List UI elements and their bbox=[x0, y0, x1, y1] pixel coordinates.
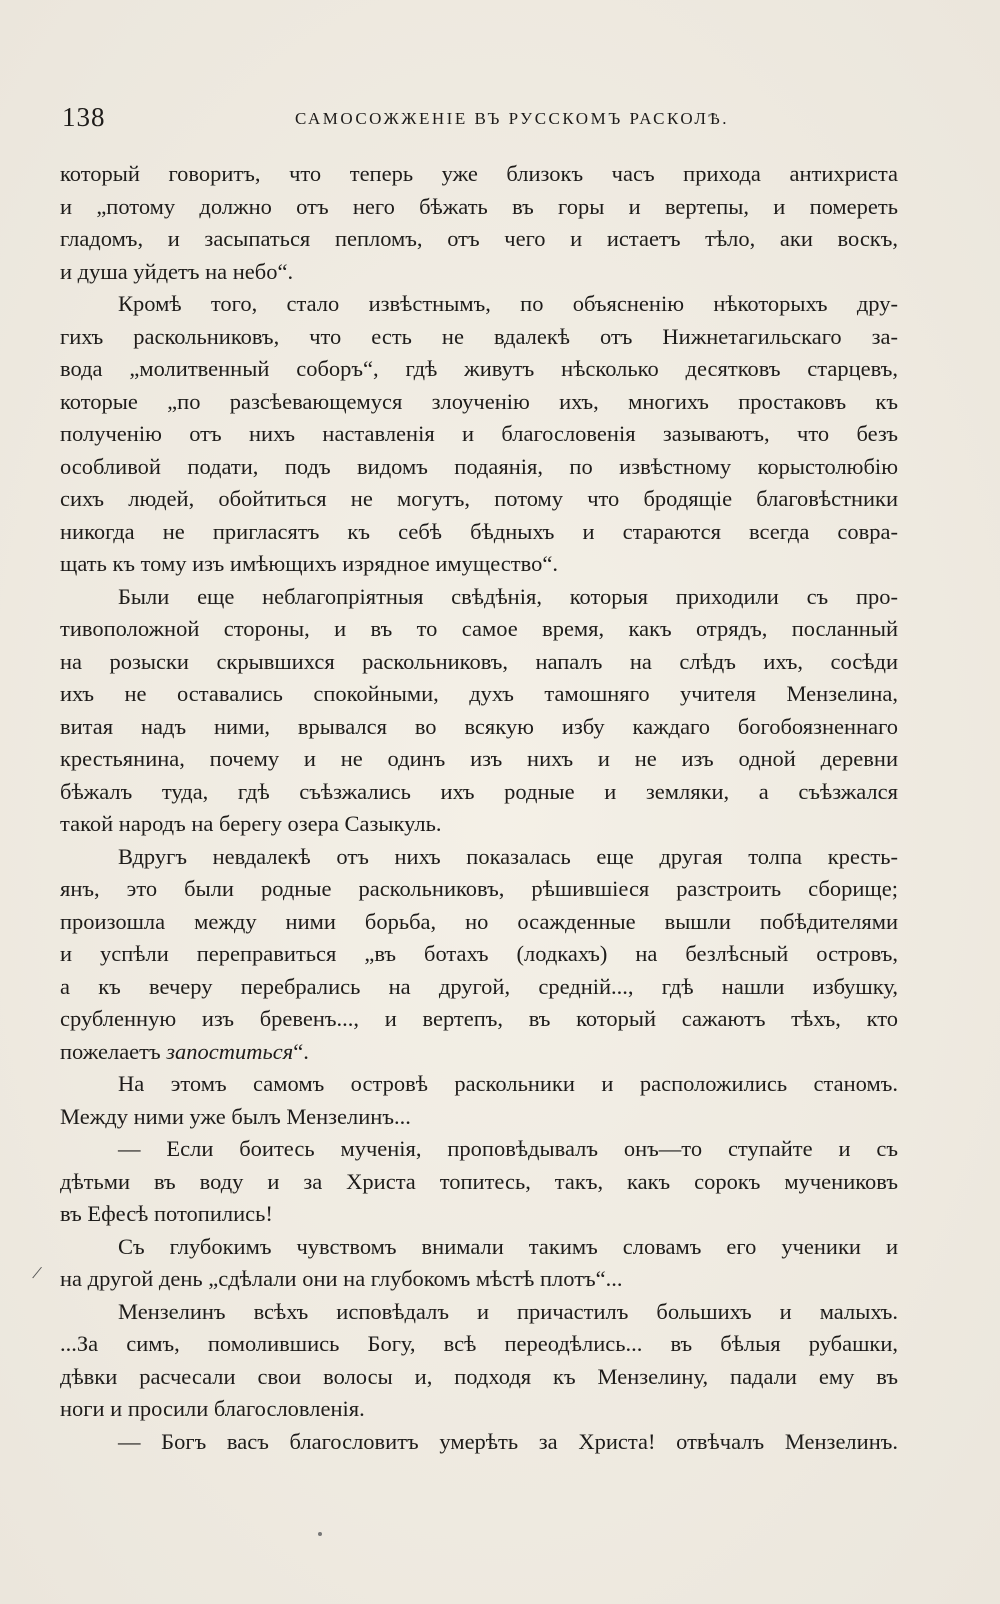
text-line-content: а къ вечеру перебрались на другой, средній..., гдѣ нашли избушку, bbox=[60, 973, 898, 999]
text-line bbox=[60, 386, 898, 419]
text-line bbox=[60, 971, 898, 1004]
text-line bbox=[60, 223, 898, 256]
text-line-content: Вдругъ невдалекѣ отъ нихъ показалась еще другая толпа кресть- bbox=[118, 843, 898, 869]
text-line bbox=[60, 873, 898, 906]
text-line bbox=[60, 191, 898, 224]
text-line bbox=[60, 158, 898, 191]
text-line-content: на розыски скрывшихся раскольниковъ, напалъ на слѣдъ ихъ, сосѣди bbox=[60, 648, 898, 674]
text-line bbox=[60, 1036, 898, 1069]
text-line-content: вода „молитвенный соборъ“, гдѣ живутъ нѣсколько десятковъ старцевъ, bbox=[60, 356, 898, 381]
text-line-content: дѣвки расчесали свои волосы и, подходя къ Мензелину, падали ему въ bbox=[60, 1363, 898, 1389]
text-line-content: и „потому должно отъ него бѣжать въ горы и вертепы, и помереть bbox=[60, 193, 898, 219]
text-line bbox=[60, 1328, 898, 1361]
text-line bbox=[60, 1231, 898, 1264]
text-line bbox=[60, 418, 898, 451]
text-line-content: на другой день „сдѣлали они на глубокомъ мѣстѣ плотъ“... bbox=[60, 1266, 623, 1291]
text-line bbox=[60, 1003, 898, 1036]
running-head bbox=[62, 100, 898, 134]
text-line bbox=[60, 678, 898, 711]
text-line bbox=[60, 1393, 898, 1426]
text-line bbox=[60, 1361, 898, 1394]
text-line-content: крестьянина, почему и не одинъ изъ нихъ и не изъ одной деревни bbox=[60, 746, 898, 771]
text-line-content: Между ними уже былъ Мензелинъ... bbox=[60, 1103, 411, 1129]
text-line bbox=[60, 1068, 898, 1101]
text-line bbox=[60, 1166, 898, 1199]
text-line-content: гладомъ, и засыпаться пепломъ, отъ чего и истаетъ тѣло, аки воскъ, bbox=[60, 226, 898, 251]
text-line bbox=[60, 483, 898, 516]
text-line-content: Мензелинъ всѣхъ исповѣдалъ и причастилъ большихъ и малыхъ. bbox=[118, 1298, 898, 1324]
text-line-content: полученію отъ нихъ наставленія и благословенія зазываютъ, что безъ bbox=[60, 421, 898, 446]
margin-mark: / bbox=[30, 1261, 44, 1285]
text-line bbox=[60, 256, 898, 289]
text-line-content: и душа уйдетъ на небо“. bbox=[60, 258, 294, 284]
text-line bbox=[60, 548, 898, 581]
text-line bbox=[60, 1296, 898, 1329]
text-line-content: произошла между ними борьба, но осажденные вышли побѣдителями bbox=[60, 908, 898, 934]
text-line bbox=[60, 1198, 898, 1231]
text-line bbox=[60, 646, 898, 679]
text-line-content: — Если боитесь мученія, проповѣдывалъ онъ—то ступайте и съ bbox=[118, 1136, 898, 1161]
text-line-content: витая надъ ними, врывался во всякую избу каждаго богобоязненнаго bbox=[60, 713, 898, 739]
text-line-content: сихъ людей, обойтиться не могутъ, потому что бродящіе благовѣстники bbox=[60, 486, 898, 511]
text-line bbox=[60, 841, 898, 874]
text-line-content: особливой подати, подъ видомъ подаянія, по извѣстному корыстолюбію bbox=[60, 453, 898, 479]
text-line-tail: “. bbox=[293, 1038, 309, 1064]
text-line bbox=[60, 288, 898, 321]
text-line bbox=[60, 451, 898, 484]
text-line-content: — Богъ васъ благословитъ умерѣть за Христа! отвѣчалъ Мензелинъ. bbox=[118, 1428, 898, 1454]
text-line bbox=[60, 353, 898, 386]
text-line-content: срубленную изъ бревенъ..., и вертепъ, въ который сажаютъ тѣхъ, кто bbox=[60, 1006, 898, 1031]
italic-word: запоститься bbox=[166, 1038, 294, 1064]
text-line-content: пожелаетъ bbox=[60, 1038, 167, 1064]
text-line bbox=[60, 321, 898, 354]
text-line bbox=[60, 1133, 898, 1166]
text-line bbox=[60, 1426, 898, 1459]
text-line-content: янъ, это были родные раскольниковъ, рѣшившіеся разстроить сборище; bbox=[60, 876, 898, 901]
text-line-content: который говоритъ, что теперь уже близокъ часъ прихода антихриста bbox=[60, 161, 898, 186]
text-line-content: щать къ тому изъ имѣющихъ изрядное имущество“. bbox=[60, 551, 558, 576]
text-line bbox=[60, 581, 898, 614]
text-line-content: дѣтьми въ воду и за Христа топитесь, такъ, какъ сорокъ мучениковъ bbox=[60, 1168, 898, 1194]
text-line-content: тивоположной стороны, и въ то самое время, какъ отрядъ, посланный bbox=[60, 616, 898, 641]
text-line bbox=[60, 516, 898, 549]
text-line-content: ихъ не оставались спокойными, духъ тамошняго учителя Мензелина, bbox=[60, 681, 898, 706]
page-number: 138 bbox=[62, 102, 106, 132]
text-line-content: гихъ раскольниковъ, что есть не вдалекѣ отъ Нижнетагильскаго за- bbox=[60, 323, 898, 349]
text-line-content: въ Ефесѣ потопились! bbox=[60, 1201, 273, 1226]
text-line bbox=[60, 1101, 898, 1134]
running-title: САМОСОЖЖЕНІЕ ВЪ РУССКОМЪ РАСКОЛѢ. bbox=[294, 109, 730, 128]
page-speck bbox=[318, 1532, 322, 1536]
text-line-content: ноги и просили благословленія. bbox=[60, 1396, 365, 1421]
text-line-content: Съ глубокимъ чувствомъ внимали такимъ словамъ его ученики и bbox=[118, 1233, 898, 1259]
text-line-content: которые „по разсѣевающемуся злоученію ихъ, многихъ простаковъ къ bbox=[60, 388, 898, 414]
text-line bbox=[60, 938, 898, 971]
text-line-content: Кромѣ того, стало извѣстнымъ, по объясненію нѣкоторыхъ дру- bbox=[118, 291, 898, 316]
text-line-content: и успѣли переправиться „въ ботахъ (лодкахъ) на безлѣсный островъ, bbox=[60, 941, 898, 966]
text-line-content: бѣжалъ туда, гдѣ съѣзжались ихъ родные и земляки, а съѣзжался bbox=[60, 778, 898, 804]
text-line-content: никогда не пригласятъ къ себѣ бѣдныхъ и стараются всегда совра- bbox=[60, 518, 898, 544]
text-line-content: Были еще неблагопріятныя свѣдѣнія, которыя приходили съ про- bbox=[118, 583, 898, 609]
text-line-content: ...За симъ, помолившись Богу, всѣ переодѣлись... въ бѣлыя рубашки, bbox=[60, 1331, 898, 1356]
text-line bbox=[60, 1263, 898, 1296]
text-line bbox=[60, 743, 898, 776]
text-line bbox=[60, 711, 898, 744]
text-line bbox=[60, 808, 898, 841]
text-line bbox=[60, 776, 898, 809]
body-text bbox=[60, 158, 898, 1458]
text-line bbox=[60, 613, 898, 646]
text-line-content: такой народъ на берегу озера Сазыкуль. bbox=[60, 811, 442, 836]
text-line-content: На этомъ самомъ островѣ раскольники и расположились станомъ. bbox=[118, 1071, 898, 1096]
text-line bbox=[60, 906, 898, 939]
